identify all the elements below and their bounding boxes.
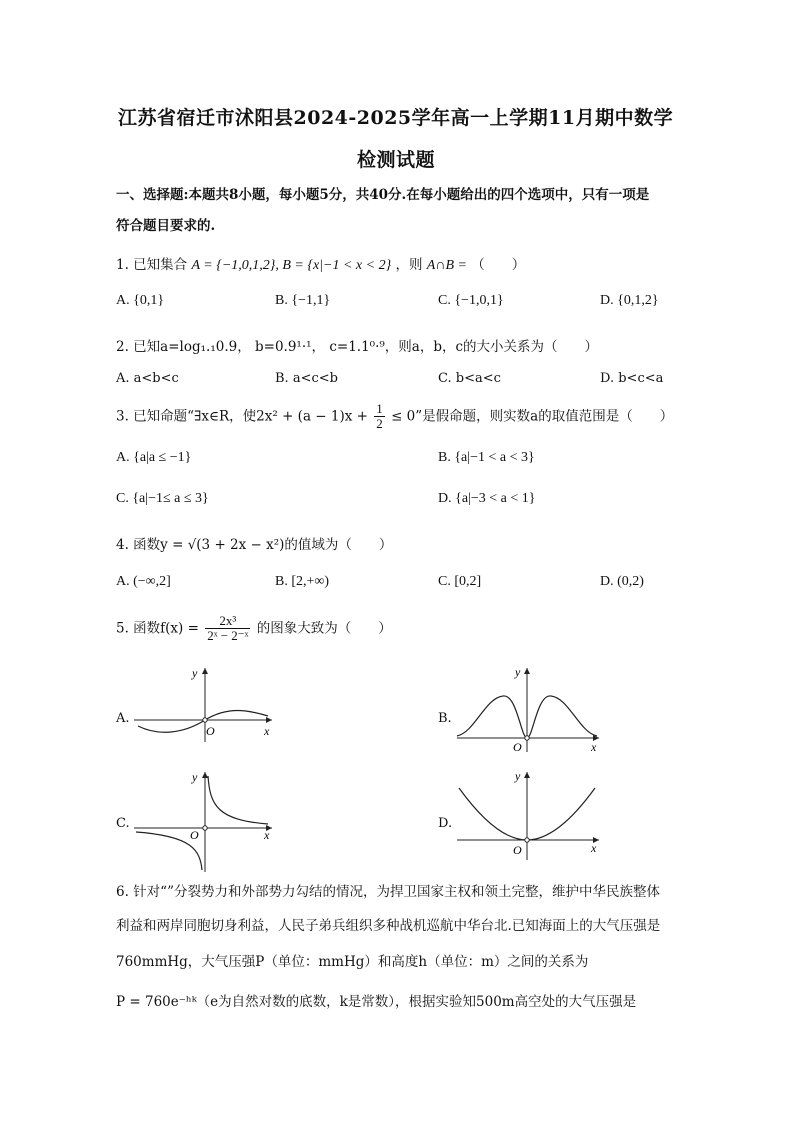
question-5-option-d-label[interactable]: D. (438, 816, 453, 831)
question-3-option-d[interactable]: D. {a|−3 < a < 1} (438, 491, 536, 506)
page-title: 江苏省宿迁市沭阳县2024-2025学年高一上学期11月期中数学 (118, 107, 674, 129)
graph-c[interactable] (128, 766, 278, 874)
question-1-lead: 1. 已知集合 (116, 257, 188, 273)
graph-c-origin-label: O (190, 828, 199, 842)
question-2-option-d[interactable]: D. b<c<a (600, 371, 664, 386)
question-1-option-a[interactable]: A. {0,1} (116, 293, 165, 308)
question-1-option-b[interactable]: B. {−1,1} (275, 293, 331, 308)
question-1-sets: A = {−1,0,1,2}, B = {x|−1 < x < 2} (191, 258, 392, 273)
page-title-continued: 检测试题 (357, 149, 436, 171)
question-3-fraction-numerator: 1 (376, 401, 383, 416)
question-5-option-b-label[interactable]: B. (438, 711, 452, 726)
question-5-fraction (205, 614, 250, 644)
question-3-lead: 3. 已知命题“∃x∈R，使2x² + (a − 1)x + (116, 408, 368, 425)
question-6-line-4: P = 760e⁻ʰᵏ（e为自然对数的底数，k是常数），根据实验知500m高空处的大气压强是 (116, 994, 637, 1010)
graph-b-origin-label: O (513, 740, 522, 754)
question-3-option-b[interactable]: B. {a|−1 < a < 3} (438, 450, 535, 465)
question-4-option-b[interactable]: B. [2,+∞) (275, 574, 330, 589)
question-5-option-a-label[interactable]: A. (116, 711, 130, 726)
question-3-option-a[interactable]: A. {a|a ≤ −1} (116, 450, 192, 465)
question-2-option-a[interactable]: A. a<b<c (116, 371, 179, 386)
question-5-tail: 的图象大致为（ ） (256, 620, 392, 637)
question-1-option-d[interactable]: D. {0,1,2} (600, 293, 659, 308)
question-5-stem (116, 614, 392, 644)
question-4-option-a[interactable]: A. (−∞,2] (116, 574, 171, 589)
section-heading-continued: 符合题目要求的. (116, 218, 216, 234)
question-4-stem: 4. 函数y = √(3 + 2x − x²)的值域为（ ） (116, 537, 393, 553)
question-4-option-d[interactable]: D. (0,2) (600, 574, 644, 589)
graph-a-x-label: x (264, 724, 270, 738)
question-1-mid: ，则 (395, 257, 423, 273)
graph-d-y-label: y (515, 769, 521, 783)
question-3-fraction (374, 402, 385, 432)
graph-b-x-label: x (591, 740, 597, 754)
graph-c-x-label: x (264, 828, 270, 842)
question-6-line-2: 利益和两岸同胞切身利益，人民子弟兵组织多种战机巡航中华台北.已知海面上的大气压强是 (116, 918, 661, 934)
question-2-option-c[interactable]: C. b<a<c (438, 371, 501, 386)
graph-d[interactable] (455, 766, 605, 862)
question-3-fraction-denominator: 2 (376, 416, 383, 432)
question-1-blank: （ ） (471, 257, 526, 273)
question-5-lead: 5. 函数f(x) = (116, 620, 199, 637)
question-3-option-c[interactable]: C. {a|−1≤ a ≤ 3} (116, 491, 209, 506)
graph-a-y-label: y (192, 666, 198, 680)
graph-a-origin-label: O (206, 724, 215, 738)
section-heading: 一、选择题:本题共8小题，每小题5分，共40分.在每小题给出的四个选项中，只有一项是 (116, 187, 650, 203)
graph-b[interactable] (455, 662, 605, 754)
question-1-option-c[interactable]: C. {−1,0,1} (438, 293, 504, 308)
question-6-line-1: 6. 针对“”分裂势力和外部势力勾结的情况，为捍卫国家主权和领土完整，维护中华民族整体 (116, 884, 660, 900)
graph-a[interactable] (128, 662, 278, 744)
question-3-stem (116, 402, 673, 432)
question-2-stem: 2. 已知a=log₁.₁0.9， b=0.9¹·¹， c=1.1⁰·⁹，则a，b，c的大小关系为（ ） (116, 339, 599, 355)
graph-d-x-label: x (591, 841, 597, 855)
question-5-fraction-numerator: 2x³ (205, 614, 250, 629)
question-5-fraction-denominator: 2ˣ − 2⁻ˣ (207, 628, 249, 644)
question-6-line-3: 760mmHg，大气压强P（单位：mmHg）和高度h（单位：m）之间的关系为 (116, 954, 589, 970)
graph-c-y-label: y (192, 770, 198, 784)
graph-d-origin-label: O (513, 843, 522, 857)
question-5-option-c-label[interactable]: C. (116, 816, 130, 831)
graph-b-y-label: y (515, 665, 521, 679)
question-4-option-c[interactable]: C. [0,2] (438, 574, 482, 589)
question-1-stem (116, 253, 525, 274)
question-3-tail: ≤ 0”是假命题，则实数a的取值范围是（ ） (391, 408, 674, 425)
question-1-expression: A∩B = (426, 258, 467, 273)
question-2-option-b[interactable]: B. a<c<b (275, 371, 338, 386)
